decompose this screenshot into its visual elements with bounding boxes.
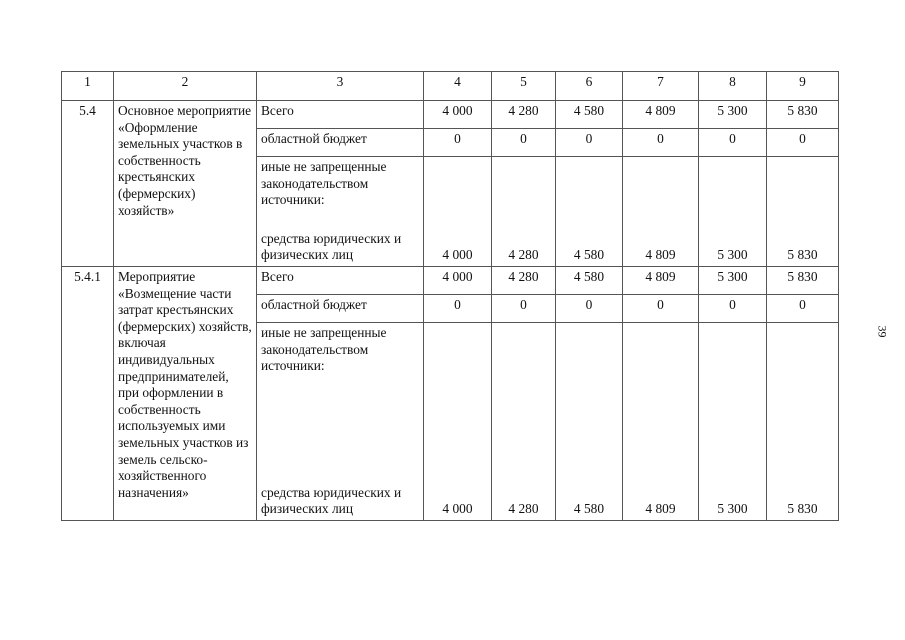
- header-cell: 5: [492, 72, 556, 101]
- value-cell: 4 000: [424, 323, 492, 521]
- value-cell: 0: [556, 129, 623, 157]
- item-code: 5.4.1: [62, 267, 114, 521]
- value-cell: 4 280: [492, 267, 556, 295]
- value-cell: 0: [623, 129, 699, 157]
- value-cell: 5 300: [699, 101, 767, 129]
- header-cell: 4: [424, 72, 492, 101]
- value-cell: 4 580: [556, 323, 623, 521]
- value-cell: 0: [699, 295, 767, 323]
- row-label: областной бюджет: [257, 129, 424, 157]
- value-cell: 4 580: [556, 267, 623, 295]
- item-code: 5.4: [62, 101, 114, 267]
- value-cell: 0: [556, 295, 623, 323]
- value-cell: 4 000: [424, 101, 492, 129]
- value-cell: 4 280: [492, 157, 556, 267]
- table-row: [62, 101, 839, 129]
- value-cell: 4 280: [492, 101, 556, 129]
- value-cell: 5 300: [699, 267, 767, 295]
- value-cell: 4 809: [623, 323, 699, 521]
- value-cell: 5 830: [767, 101, 839, 129]
- value-cell: 4 580: [556, 101, 623, 129]
- row-sublabel: средства юридических и физических лиц: [261, 484, 402, 517]
- table-row: [62, 267, 839, 295]
- value-cell: 5 830: [767, 323, 839, 521]
- value-cell: 5 830: [767, 157, 839, 267]
- value-cell: 4 000: [424, 157, 492, 267]
- row-label: иные не запрещенные законодательством источники:: [261, 325, 387, 374]
- value-cell: 4 580: [556, 157, 623, 267]
- value-cell: 4 809: [623, 101, 699, 129]
- value-cell: 0: [767, 129, 839, 157]
- value-cell: 0: [492, 129, 556, 157]
- value-cell: 0: [623, 295, 699, 323]
- header-cell: 9: [767, 72, 839, 101]
- item-name: Мероприятие «Возмещение части затрат крестьянских (фермерских) хозяйств, включая индивидуальных предпринимателей, при оформлении в собственность используемых ими земельных участков из земель сельско-хозяйственного назначения»: [114, 267, 257, 521]
- header-row: [62, 72, 839, 101]
- other-sources-cell: [257, 323, 424, 521]
- header-cell: 3: [257, 72, 424, 101]
- value-cell: 5 830: [767, 267, 839, 295]
- header-cell: 2: [114, 72, 257, 101]
- page-number: 39: [875, 325, 890, 338]
- value-cell: 4 000: [424, 267, 492, 295]
- row-label: Всего: [257, 267, 424, 295]
- row-label: Всего: [257, 101, 424, 129]
- other-sources-cell: [257, 157, 424, 267]
- value-cell: 0: [699, 129, 767, 157]
- value-cell: 5 300: [699, 157, 767, 267]
- value-cell: 0: [767, 295, 839, 323]
- budget-table: [61, 71, 839, 521]
- value-cell: 4 809: [623, 267, 699, 295]
- row-label: иные не запрещенные законодательством источники:: [261, 159, 387, 208]
- value-cell: 4 809: [623, 157, 699, 267]
- row-sublabel: средства юридических и физических лиц: [261, 230, 402, 263]
- value-cell: 0: [424, 129, 492, 157]
- value-cell: 0: [424, 295, 492, 323]
- header-cell: 7: [623, 72, 699, 101]
- header-cell: 1: [62, 72, 114, 101]
- value-cell: 5 300: [699, 323, 767, 521]
- header-cell: 6: [556, 72, 623, 101]
- value-cell: 0: [492, 295, 556, 323]
- item-name: Основное мероприятие «Оформление земельных участков в собственность крестьянских (фермерских) хозяйств»: [114, 101, 257, 267]
- header-cell: 8: [699, 72, 767, 101]
- row-label: областной бюджет: [257, 295, 424, 323]
- value-cell: 4 280: [492, 323, 556, 521]
